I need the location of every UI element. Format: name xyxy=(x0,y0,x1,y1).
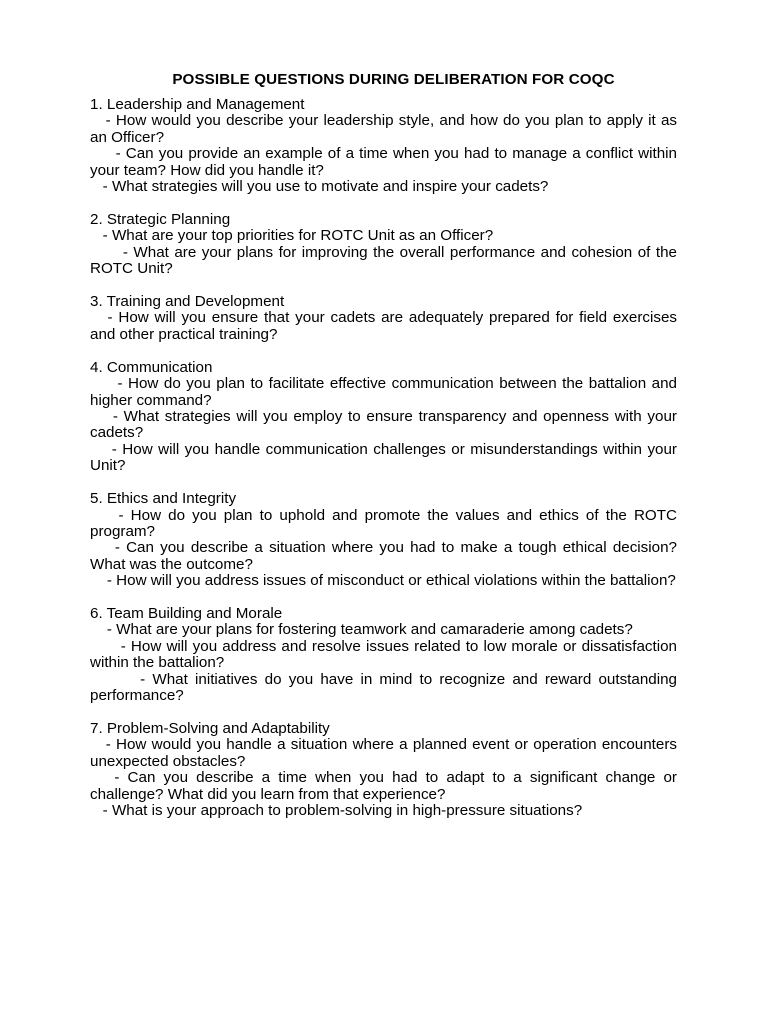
question-item: - How will you ensure that your cadets are adequately prepared for field exercises and other practical training? xyxy=(90,309,677,343)
section-training xyxy=(90,294,677,343)
question-item: - How do you plan to facilitate effective communication between the battalion and higher command? xyxy=(90,375,677,409)
question-item: - What is your approach to problem-solving in high-pressure situations? xyxy=(102,802,583,820)
section-heading: 3. Training and Development xyxy=(90,293,285,311)
question-item: - Can you describe a time when you had to adapt to a significant change or challenge? What did you learn from that experience? xyxy=(90,769,677,803)
document-title: POSSIBLE QUESTIONS DURING DELIBERATION FOR COQC xyxy=(172,71,615,88)
section-strategic-planning xyxy=(90,212,677,278)
section-heading: 4. Communication xyxy=(90,358,213,376)
question-item: - Can you describe a situation where you had to make a tough ethical decision? What was the outcome? xyxy=(90,539,677,573)
section-heading: 2. Strategic Planning xyxy=(90,210,231,228)
question-item: - How will you address and resolve issues related to low morale or dissatisfaction within the battalion? xyxy=(90,637,677,672)
document-page xyxy=(90,70,677,836)
question-item: - Can you provide an example of a time when you had to manage a conflict within your team? How did you handle it? xyxy=(90,145,678,179)
question-item: - What strategies will you use to motivate and inspire your cadets? xyxy=(102,178,549,196)
question-item: - How will you address issues of misconduct or ethical violations within the battalion? xyxy=(106,572,676,590)
question-item: - What are your plans for improving the overall performance and cohesion of the ROTC Unit? xyxy=(90,243,677,278)
question-item: - How would you handle a situation where a planned event or operation encounters unexpected obstacles? xyxy=(90,736,677,770)
section-problem-solving xyxy=(90,721,677,819)
section-heading: 6. Team Building and Morale xyxy=(90,605,283,623)
section-heading: 7. Problem-Solving and Adaptability xyxy=(90,720,330,737)
section-heading: 5. Ethics and Integrity xyxy=(90,490,237,508)
section-team-building xyxy=(90,606,677,704)
question-item: - What are your plans for fostering teamwork and camaraderie among cadets? xyxy=(106,621,633,639)
question-item: - How would you describe your leadership style, and how do you plan to apply it as an Officer? xyxy=(90,112,677,146)
question-item: - What initiatives do you have in mind to recognize and reward outstanding performance? xyxy=(90,670,677,705)
section-ethics xyxy=(90,491,677,589)
section-leadership xyxy=(90,97,677,195)
question-item: - How do you plan to uphold and promote the values and ethics of the ROTC program? xyxy=(90,506,677,540)
section-communication xyxy=(90,360,677,475)
section-heading: 1. Leadership and Management xyxy=(90,96,305,113)
question-item: - What strategies will you employ to ensure transparency and openness with your cadets? xyxy=(90,408,677,442)
question-item: - How will you handle communication challenges or misunderstandings within your Unit? xyxy=(90,440,677,475)
question-item: - What are your top priorities for ROTC Unit as an Officer? xyxy=(102,227,494,245)
